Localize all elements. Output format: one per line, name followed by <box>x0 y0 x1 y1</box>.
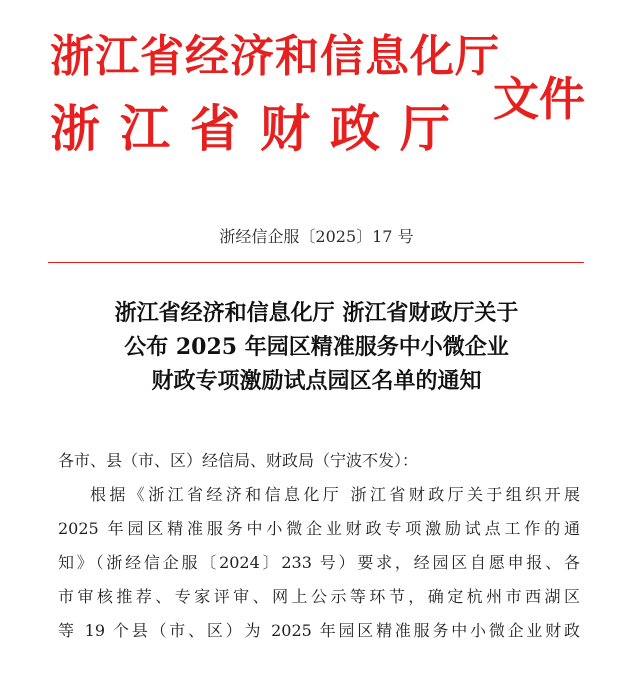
document-header <box>0 0 633 200</box>
salutation: 各市、县（市、区）经信局、财政局（宁波不发）： <box>58 451 419 470</box>
title-line: 公布 2025 年园区精准服务中小微企业 <box>124 334 509 360</box>
issuing-org-economy-it: 浙江省经济和信息化厅 <box>50 31 500 82</box>
document-title <box>0 296 633 398</box>
document-type-label: 文件 <box>493 72 585 126</box>
issuing-org-finance: 浙江省财政厅 <box>50 99 470 158</box>
paragraph-line: 根据《浙江省经济和信息化厅 浙江省财政厅关于组织开展 <box>90 485 580 504</box>
paragraph-line: 知》（浙经信企服〔2024〕233 号）要求，经园区自愿申报、各 <box>58 553 580 572</box>
paragraph-line: 2025 年园区精准服务中小微企业财政专项激励试点工作的通 <box>58 519 580 538</box>
red-divider <box>48 262 584 263</box>
title-line: 浙江省经济和信息化厅 浙江省财政厅关于 <box>114 300 519 326</box>
document-body <box>58 444 580 648</box>
title-line: 财政专项激励试点园区名单的通知 <box>151 368 482 394</box>
paragraph-line: 等 19 个县（市、区）为 2025 年园区精准服务中小微企业财政 <box>58 621 580 640</box>
paragraph-line: 市审核推荐、专家评审、网上公示等环节，确定杭州市西湖区 <box>58 587 580 606</box>
document-number: 浙经信企服〔2025〕17 号 <box>219 227 414 246</box>
